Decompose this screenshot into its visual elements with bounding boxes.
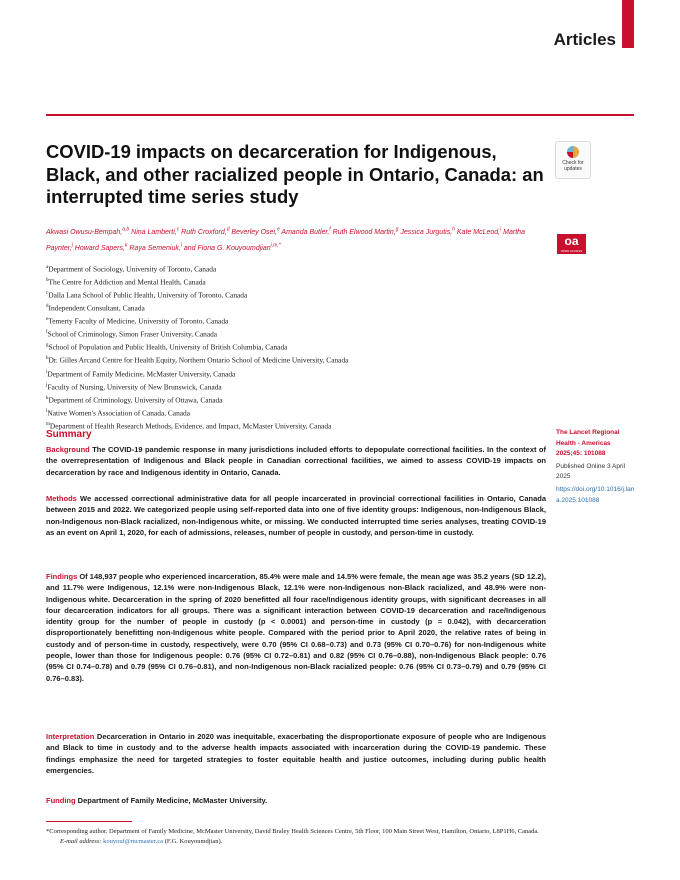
author[interactable]: Ruth Elwood Martin,$^g$ (332, 227, 399, 237)
findings-section (46, 571, 546, 684)
findings-text: Of 148,937 people who experienced incarceration, 85.4% were male and 14.5% were female, the mean age was 35.2 years (SD 12.2), and 11.7% were Indigenous, 12.1% were non-Indigenous Black, 12.1% were non-Indigenous non-Black racialized, and 48.9% were non-Indigenous white. Decarceration in the spring of 2020 benefitted all four race/Indigenous identity groups, with significant decreases in all four decarceration indicators for all groups. There was a significant interaction between COVID-19 decarceration and race/Indigenous identity group for the number of people in custody (p < 0.0001) and person-time in custody (p = 0.042), with decarceration disproportionately benefitting non-Indigenous white people. Compared with the period prior to April 2020, the relative rates of being in custody and of person-time in custody, respectively, were 0.70 (95% CI 0.68–0.73) and 0.73 (95% CI 0.70–0.76) for non-Indigenous white people, lower than those for Indigenous people: 0.76 (95% CI 0.72–0.81) and 0.82 (95% CI 0.76–0.88), non-Indigenous Black people: 0.76 (95% CI 0.74–0.78) and 0.79 (95% CI 0.76–0.81), and non-Indigenous non-Black racialized people: 0.76 (95% CI 0.73–0.79) and 0.79 (95% CI 0.76–0.83). (46, 572, 546, 683)
author[interactable]: Amanda Butler,$^f$ (281, 227, 331, 237)
author[interactable]: Raya Semeniuk,$^l$ (129, 242, 182, 252)
affiliation: $^i$Department of Family Medicine, McMaster University, Canada (46, 368, 236, 378)
journal-brand-bar (622, 0, 634, 48)
interpretation-section (46, 731, 546, 776)
author-list (46, 224, 542, 255)
footnote (46, 827, 550, 846)
affiliation-list (46, 262, 546, 432)
affiliation: $^m$Department of Health Research Methods, Evidence, and Impact, McMaster University, Canada (46, 421, 332, 431)
background-section (46, 444, 546, 478)
crossmark-icon (567, 146, 579, 158)
header-divider (46, 114, 634, 116)
article-sidebar (556, 428, 636, 506)
affiliation: $^d$Independent Consultant, Canada (46, 303, 145, 313)
corresponding-author-note: *Corresponding author. Department of Family Medicine, McMaster University, David Braley Health Sciences Centre, 5th Floor, 100 Main Street West, Hamilton, Ontario, L8P1H6, Canada. (46, 828, 539, 835)
open-access-badge (557, 234, 586, 254)
funding-text: Department of Family Medicine, McMaster University. (77, 796, 268, 805)
background-text: The COVID-19 pandemic response in many jurisdictions included efforts to depopulate correctional facilities. In the context of the overrepresentation of Indigenous and Black people in Canadian correctional facilities, we aimed to assess COVID-19 impacts on decarceration by race and Indigenous identity in Ontario, Canada. (46, 445, 546, 477)
methods-text: We accessed correctional administrative data for all people incarcerated in provincial correctional facilities in Ontario, Canada between 2015 and 2022. We categorized people using self-reported data into one of five identity groups: Indigenous, non-Indigenous Black, non-Indigenous non-Black racialized, non-Indigenous white, or missing. We conducted interrupted time series analyses, treating COVID-19 as an event on April 1, 2020, for each of admissions, releases, number of people in custody, and person-time in custody. (46, 494, 546, 537)
author[interactable]: Akwasi Owusu-Bempah,$^{a,b}$ (46, 227, 130, 237)
doi-link[interactable]: https://doi.org/10.1016/j.lana.2025.101088 (556, 485, 635, 504)
author[interactable]: Howard Sapers,$^k$ (74, 242, 128, 252)
affiliation: $^c$Dalla Lana School of Public Health, University of Toronto, Canada (46, 290, 248, 300)
funding-label: Funding (46, 796, 76, 805)
interpretation-label: Interpretation (46, 732, 95, 741)
email-label: E-mail address: (60, 837, 102, 845)
affiliation: $^g$School of Population and Public Health, University of British Columbia, Canada (46, 342, 288, 352)
check-for-updates-label: Check for updates (562, 160, 584, 172)
affiliation: $^b$The Centre for Addiction and Mental Health, Canada (46, 277, 206, 287)
summary-heading: Summary (46, 429, 92, 440)
affiliation: $^e$Temerty Faculty of Medicine, University of Toronto, Canada (46, 316, 229, 326)
affiliation: $^k$Department of Criminology, University of Ottawa, Canada (46, 395, 223, 405)
author[interactable]: Ruth Croxford,$^d$ (181, 227, 230, 237)
section-label: Articles (553, 30, 616, 49)
affiliation: $^f$School of Criminology, Simon Fraser University, Canada (46, 329, 218, 339)
methods-label: Methods (46, 494, 77, 503)
author[interactable]: Jessica Jurgutis,$^h$ (400, 227, 455, 237)
author[interactable]: and Fiona G. Kouyoumdjian$^{i,m,*}$ (183, 242, 281, 252)
affiliation: $^j$Faculty of Nursing, University of New Brunswick, Canada (46, 382, 222, 392)
interpretation-text: Decarceration in Ontario in 2020 was inequitable, exacerbating the disproportionate exposure of people who are Indigenous and Black to time in custody and to the adverse health impacts associated with incarceration during the COVID-19 pandemic. These findings emphasize the need for targeted strategies to foster equitable health and justice outcomes, including during public health emergencies. (46, 732, 546, 775)
author[interactable]: Martha Paynter,$^j$ (46, 229, 525, 252)
footnote-divider (46, 821, 132, 822)
findings-label: Findings (46, 572, 78, 581)
journal-citation: The Lancet Regional Health - Americas 2025;45: 101088 (556, 429, 620, 458)
open-access-sublabel: OPEN ACCESS (560, 249, 583, 253)
published-date: Published Online 3 April 2025 (556, 462, 626, 481)
affiliation: $^l$Native Women's Association of Canada, Canada (46, 408, 191, 418)
author[interactable]: Nina Lamberti,$^c$ (131, 227, 180, 237)
article-title: COVID-19 impacts on decarceration for Indigenous, Black, and other racialized people in Ontario, Canada: an interrupted time series study (46, 141, 544, 207)
background-label: Background (46, 445, 90, 454)
email-link[interactable]: kouyouf@mcmaster.ca (103, 837, 164, 845)
affiliation: $^a$Department of Sociology, University of Toronto, Canada (46, 264, 217, 274)
email-owner: (F.G. Kouyoumdjian). (164, 837, 223, 845)
funding-section (46, 795, 546, 806)
author[interactable]: Beverley Osei,$^e$ (231, 227, 280, 237)
author[interactable]: Kate McLeod,$^i$ (456, 227, 502, 237)
check-for-updates-badge[interactable] (555, 141, 591, 179)
methods-section (46, 493, 546, 538)
open-access-label: oa (564, 234, 579, 248)
affiliation: $^h$Dr. Gilles Arcand Centre for Health Equity, Northern Ontario School of Medicine University, Canada (46, 355, 349, 365)
